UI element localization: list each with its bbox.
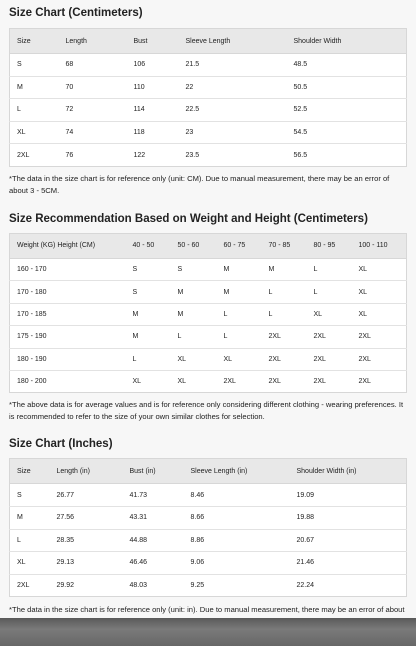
table-header-row [10, 29, 407, 54]
table-row [10, 348, 407, 370]
table-cell: M [126, 303, 171, 325]
table-cell: S [126, 281, 171, 303]
table-cell: 54.5 [287, 121, 407, 144]
table-cell: XL [352, 258, 407, 280]
table-cell: 22.24 [290, 574, 407, 597]
table-cell: M [217, 258, 262, 280]
table-cell: 68 [59, 54, 127, 77]
table-cell: XL [171, 370, 217, 392]
table-cell: 9.06 [184, 552, 290, 575]
table-cell: 76 [59, 144, 127, 167]
table-cell: 2XL [307, 370, 352, 392]
column-header: Sleeve Length [179, 29, 287, 54]
table-cell: 118 [127, 121, 179, 144]
table-cell: 2XL [262, 326, 307, 348]
table-cell: 27.56 [50, 506, 123, 529]
table-cell: 2XL [307, 326, 352, 348]
column-header: Sleeve Length (in) [184, 459, 290, 484]
table-cell: M [10, 76, 59, 99]
table-cell: 52.5 [287, 99, 407, 122]
table-cell: 2XL [217, 370, 262, 392]
table-cell: M [10, 506, 50, 529]
table-cell: L [217, 303, 262, 325]
table-cell: 41.73 [123, 484, 184, 507]
table-cell: 72 [59, 99, 127, 122]
table-cell: 48.03 [123, 574, 184, 597]
table-row [10, 552, 407, 575]
table-cell: 23.5 [179, 144, 287, 167]
table-cell: 19.09 [290, 484, 407, 507]
table-cell: 170 - 185 [10, 303, 126, 325]
table-cell: M [171, 303, 217, 325]
table-cell: L [307, 258, 352, 280]
table-cell: 180 - 190 [10, 348, 126, 370]
table-row [10, 281, 407, 303]
table-cell: 74 [59, 121, 127, 144]
table-cell: 180 - 200 [10, 370, 126, 392]
table-cell: 50.5 [287, 76, 407, 99]
size-recommendation-table [9, 233, 407, 393]
table-cell: S [171, 258, 217, 280]
table-cell: XL [352, 281, 407, 303]
table-row [10, 506, 407, 529]
table-row [10, 54, 407, 77]
table-cell: 28.35 [50, 529, 123, 552]
table-cell: 21.46 [290, 552, 407, 575]
table-cell: 26.77 [50, 484, 123, 507]
table-cell: XL [10, 552, 50, 575]
table-cell: M [217, 281, 262, 303]
table-row [10, 121, 407, 144]
column-header: 50 - 60 [171, 233, 217, 258]
table-cell: L [217, 326, 262, 348]
table-cell: L [262, 281, 307, 303]
column-header: Length [59, 29, 127, 54]
table-cell: 23 [179, 121, 287, 144]
table-cell: S [10, 54, 59, 77]
table-cell: XL [352, 303, 407, 325]
table-cell: 114 [127, 99, 179, 122]
table-cell: 2XL [262, 348, 307, 370]
column-header: 40 - 50 [126, 233, 171, 258]
column-header: Bust (in) [123, 459, 184, 484]
column-header: Shoulder Width [287, 29, 407, 54]
table-row [10, 99, 407, 122]
column-header: Size [10, 459, 50, 484]
table-cell: XL [126, 370, 171, 392]
table-cell: M [171, 281, 217, 303]
table-row [10, 326, 407, 348]
table-row [10, 258, 407, 280]
table-cell: 20.67 [290, 529, 407, 552]
column-header: Size [10, 29, 59, 54]
table-cell: 2XL [352, 326, 407, 348]
recommendation-title: Size Recommendation Based on Weight and Height (Centimeters) [9, 212, 368, 225]
table-row [10, 76, 407, 99]
table-cell: L [307, 281, 352, 303]
table-cell: S [126, 258, 171, 280]
table-cell: 19.88 [290, 506, 407, 529]
table-row [10, 529, 407, 552]
table-cell: XL [217, 348, 262, 370]
table-cell: 22 [179, 76, 287, 99]
table-cell: 9.25 [184, 574, 290, 597]
table-cell: 2XL [307, 348, 352, 370]
table-cell: L [10, 99, 59, 122]
table-cell: XL [10, 121, 59, 144]
table-cell: 175 - 190 [10, 326, 126, 348]
table-row [10, 484, 407, 507]
table-header-row [10, 233, 407, 258]
table-cell: 44.88 [123, 529, 184, 552]
table-cell: 21.5 [179, 54, 287, 77]
cm-size-chart-note: *The data in the size chart is for reference only (unit: CM). Due to manual measurement, there may be an error of about 3 - 5CM. [9, 173, 390, 195]
background-strip [0, 618, 416, 646]
table-cell: 46.46 [123, 552, 184, 575]
table-row [10, 144, 407, 167]
column-header: 60 - 75 [217, 233, 262, 258]
table-cell: 2XL [262, 370, 307, 392]
cm-size-chart-title: Size Chart (Centimeters) [9, 7, 143, 19]
table-cell: 56.5 [287, 144, 407, 167]
recommendation-note: *The above data is for average values and is for reference only considering different clothing - wearing preferences. It is recommended to refer to the size of your own similar clothes for selection. [9, 400, 404, 422]
column-header: 80 - 95 [307, 233, 352, 258]
table-row [10, 370, 407, 392]
inch-size-chart-title: Size Chart (Inches) [9, 438, 113, 451]
table-cell: 29.92 [50, 574, 123, 597]
column-header: 100 - 110 [352, 233, 407, 258]
table-row [10, 574, 407, 597]
inch-size-chart-table [9, 458, 407, 597]
table-cell: 2XL [352, 370, 407, 392]
table-header-row [10, 459, 407, 484]
column-header: Length (in) [50, 459, 123, 484]
inch-size-chart-note: *The data in the size chart is for reference only (unit: in). Due to manual measurement, there may be an error of about [9, 605, 405, 615]
table-cell: L [171, 326, 217, 348]
table-cell: 110 [127, 76, 179, 99]
table-cell: 2XL [352, 348, 407, 370]
table-cell: 43.31 [123, 506, 184, 529]
table-cell: L [10, 529, 50, 552]
table-cell: 170 - 180 [10, 281, 126, 303]
table-cell: 8.86 [184, 529, 290, 552]
table-cell: 22.5 [179, 99, 287, 122]
table-cell: 122 [127, 144, 179, 167]
table-cell: 48.5 [287, 54, 407, 77]
table-cell: 160 - 170 [10, 258, 126, 280]
table-cell: 8.46 [184, 484, 290, 507]
table-cell: M [126, 326, 171, 348]
cm-size-chart-table [9, 28, 407, 167]
table-cell: 2XL [10, 574, 50, 597]
table-row [10, 303, 407, 325]
table-cell: L [262, 303, 307, 325]
column-header: Bust [127, 29, 179, 54]
column-header: Shoulder Width (in) [290, 459, 407, 484]
table-cell: 106 [127, 54, 179, 77]
table-cell: 29.13 [50, 552, 123, 575]
table-cell: M [262, 258, 307, 280]
table-cell: 8.66 [184, 506, 290, 529]
table-cell: XL [307, 303, 352, 325]
table-cell: 2XL [10, 144, 59, 167]
table-cell: L [126, 348, 171, 370]
column-header: Weight (KG) Height (CM) [10, 233, 126, 258]
column-header: 70 - 85 [262, 233, 307, 258]
table-cell: 70 [59, 76, 127, 99]
table-cell: S [10, 484, 50, 507]
table-cell: XL [171, 348, 217, 370]
